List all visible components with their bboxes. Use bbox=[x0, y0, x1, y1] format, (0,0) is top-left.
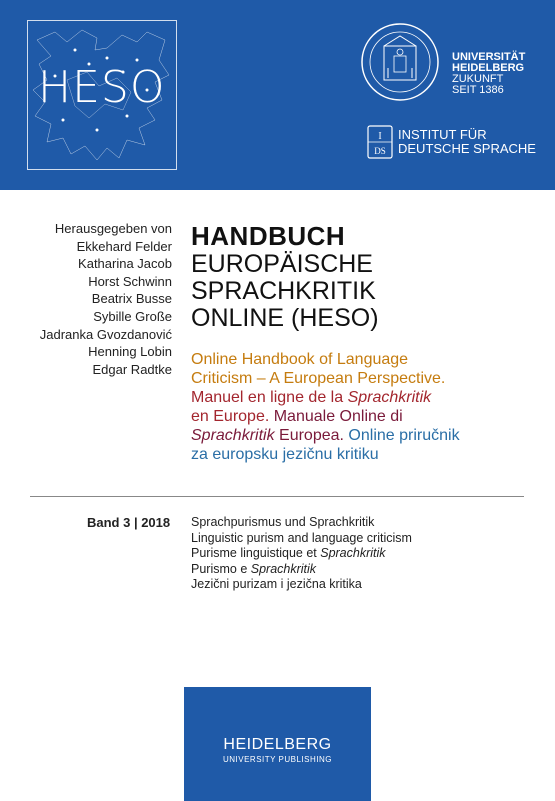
subtitle-hr-part2: za europsku jezičnu kritiku bbox=[191, 446, 379, 463]
volume-label: Band 3 | 2018 bbox=[87, 515, 171, 530]
subtitle-en-line1: Online Handbook of Language bbox=[191, 351, 409, 368]
topic-it-italic: Sprachkritik bbox=[250, 561, 317, 576]
university-line2: HEIDELBERG bbox=[452, 62, 525, 74]
svg-text:I: I bbox=[378, 131, 382, 142]
publisher-name: HEIDELBERG bbox=[223, 736, 332, 753]
divider bbox=[30, 496, 524, 497]
subtitle-it-part1: Manuale Online di bbox=[269, 408, 403, 425]
subtitle-it-italic: Sprachkritik bbox=[191, 427, 275, 444]
institute-name bbox=[398, 128, 536, 156]
title-line1: HANDBUCH bbox=[191, 221, 346, 251]
university-line4: SEIT 1386 bbox=[452, 84, 504, 96]
topic-hr: Jezični purizam i jezična kritika bbox=[191, 577, 362, 591]
university-line3: ZUKUNFT bbox=[452, 73, 504, 85]
book-title bbox=[191, 222, 379, 332]
volume-topics bbox=[191, 515, 412, 593]
svg-text:DS: DS bbox=[374, 146, 386, 156]
subtitle-hr-part1: Online priručnik bbox=[343, 427, 460, 444]
title-line2: EUROPÄISCHE bbox=[191, 250, 373, 278]
topic-fr-italic: Sprachkritik bbox=[320, 546, 386, 560]
subtitle-fr-part1: Manuel en ligne de la bbox=[191, 389, 348, 406]
editor-name: Ekkehard Felder bbox=[76, 238, 172, 254]
institute-line2: DEUTSCHE SPRACHE bbox=[398, 141, 536, 156]
university-line1: UNIVERSITÄT bbox=[452, 51, 526, 63]
editor-name: Edgar Radtke bbox=[92, 361, 172, 377]
editor-name: Katharina Jacob bbox=[78, 256, 172, 272]
editor-name: Henning Lobin bbox=[88, 344, 172, 360]
topic-de: Sprachpurismus und Sprachkritik bbox=[191, 515, 375, 529]
ids-logo-icon bbox=[367, 125, 393, 159]
title-line4: ONLINE (HESO) bbox=[191, 304, 379, 332]
editors-list bbox=[40, 220, 172, 378]
editor-name: Jadranka Gvozdanović bbox=[39, 326, 172, 342]
title-line3: SPRACHKRITIK bbox=[191, 277, 376, 305]
topic-fr: Purisme linguistique et bbox=[191, 546, 321, 560]
subtitle-fr-part2: en Europe. bbox=[191, 408, 270, 425]
editors-heading: Herausgegeben von bbox=[54, 221, 172, 236]
university-name bbox=[452, 52, 525, 96]
heso-logo-text: HESO bbox=[38, 62, 166, 113]
publisher-sub: UNIVERSITY PUBLISHING bbox=[222, 755, 333, 764]
topic-en: Linguistic purism and language criticism bbox=[191, 530, 412, 545]
subtitle-it-part2: Europea. bbox=[274, 427, 344, 444]
university-seal-icon bbox=[360, 22, 440, 102]
editor-name: Sybille Große bbox=[93, 308, 172, 324]
editor-name: Beatrix Busse bbox=[91, 291, 172, 307]
multilingual-subtitles bbox=[191, 350, 521, 464]
subtitle-fr-italic: Sprachkritik bbox=[347, 389, 432, 406]
publisher-block bbox=[184, 687, 371, 801]
editor-name: Horst Schwinn bbox=[88, 273, 172, 289]
subtitle-en-line2: Criticism – A European Perspective. bbox=[191, 370, 446, 387]
topic-it: Purismo e bbox=[191, 561, 251, 576]
institute-line1: INSTITUT FÜR bbox=[398, 127, 487, 142]
